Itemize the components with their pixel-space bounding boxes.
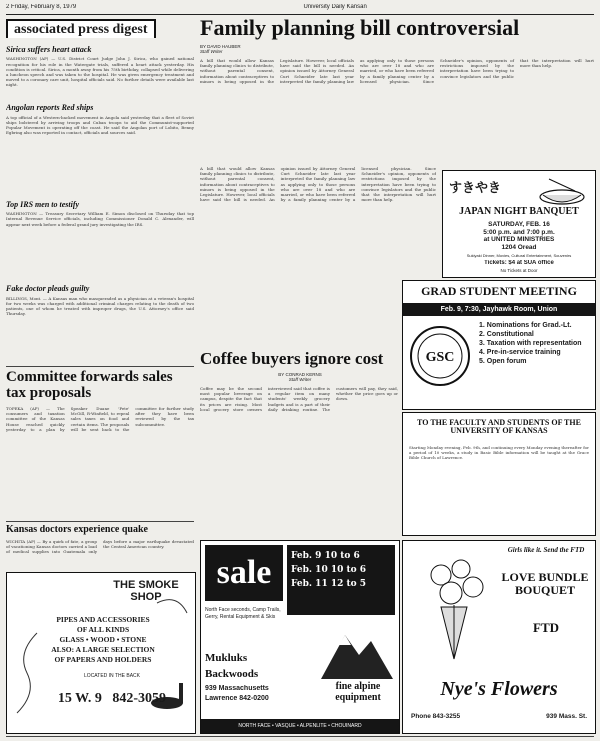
sale-date: Feb. 10 10 to 6: [291, 565, 367, 575]
grad-meeting-ad: [402, 280, 596, 410]
running-head-center: University Daily Kansan: [303, 4, 367, 10]
digest-headline: Angolan reports Red ships: [6, 103, 94, 113]
family-byline-name: BY DAVID HAUBER: [200, 44, 241, 49]
agenda-item: 5. Open forum: [479, 358, 527, 365]
agenda-item: 2. Constitutional: [479, 331, 534, 338]
family-byline: [200, 44, 280, 56]
kansas-doctors-headline: Kansas doctors experience quake: [6, 525, 148, 535]
bouquet-store: Nye's Flowers: [440, 679, 558, 700]
coffee-byline: [200, 372, 400, 384]
digest-body: A top official of a Western-backed movement in Angola said yesterday that a fleet of Soviet ships bolstered by arriving troops and Cuban troops to aid the Communist-supported Popular Movement is operating off the coast. He said the Angolan port of Lobito, Benny Egbring also was reported in contact, officials and sources said.: [6, 114, 194, 136]
divider: [6, 366, 194, 367]
sale-ad-stores: North Face seconds, Camp Trails, Gerry, Rental Equipment & Skis: [205, 607, 281, 620]
sale-ad-brand: fine alpine equipment: [335, 681, 381, 703]
digest-headline: Fake doctor pleads guilty: [6, 284, 90, 294]
japan-ad-title: JAPAN NIGHT BANQUET: [459, 207, 579, 217]
smoke-shop-ad: [6, 572, 196, 734]
committee-headline: Committee forwards sales tax proposals: [6, 370, 173, 401]
smoke-shop-line: ALSO: A LARGE SELECTION: [51, 645, 155, 654]
agenda-item: 1. Nominations for Grad.-Lt.: [479, 322, 572, 329]
digest-banner: associated press digest: [6, 19, 156, 38]
digest-headline: Top IRS men to testify: [6, 199, 80, 209]
japan-ad-price: Tickets: $4 at SUA office: [484, 260, 554, 266]
sale-ad: [200, 540, 400, 734]
grad-meeting-when: Feb. 9, 7:30, Jayhawk Room, Union: [403, 303, 595, 316]
smoke-shop-line: OF PAPERS AND HOLDERS: [54, 655, 152, 664]
committee-body: TOPEKA (AP) — The consumers and taxation committee of the Kansas House reached quickly yesterday to a plan by Speaker Duane 'Pete' McGill, R-Winfield, to repeal sales taxes on food and certain items. The proposals will be sent back to the committee for further study after they have been reviewed by the tax subcommittee.: [6, 406, 194, 432]
smoke-shop-lines: [33, 615, 173, 665]
smoke-shop-address: 15 W. 9: [57, 691, 102, 706]
smoke-shop-line: GLASS • WOOD • STONE: [59, 635, 147, 644]
running-head: [6, 4, 594, 15]
sale-date: Feb. 11 12 to 5: [291, 579, 367, 589]
japan-banquet-ad: [442, 170, 596, 278]
coffee-headline-wrap: [200, 350, 400, 370]
smoke-shop-phone: 842-3059: [112, 691, 167, 706]
bouquet-illustration: [411, 549, 497, 669]
japan-ad-note: No Tickets at Door: [500, 268, 538, 273]
sale-ad-addr3: Lawrence 842-0200: [205, 695, 269, 702]
japan-ad-details: [447, 221, 591, 251]
mountain-icon: [321, 621, 393, 681]
divider: [6, 521, 194, 522]
japan-ad-script: すきやき: [449, 181, 502, 196]
grad-meeting-agenda: [479, 321, 591, 366]
japan-ad-address: 1204 Oread: [501, 243, 537, 251]
japan-ad-detail: Sukiyaki Dinner, Movies, Cultural Entertainment, Souvenirs: [466, 253, 572, 258]
coffee-byline-role: Staff Writer: [288, 377, 312, 382]
smoke-shop-title: THE SMOKE SHOP: [113, 579, 179, 603]
faculty-notice-body: Starting Monday evening, Feb. 9th, and continuing every Monday evening thereafter for a period of 10 weeks, a study in Basic Bible information will be taught at the Grace Bible Church of Lawrence.: [409, 445, 589, 461]
gsc-seal-icon: [409, 325, 471, 387]
page-bottom-rule: [6, 736, 594, 737]
sale-date: Feb. 9 10 to 6: [291, 551, 360, 561]
sale-ad-addr1: Backwoods: [205, 669, 259, 680]
bouquet-addr: 939 Mass. St.: [546, 713, 587, 720]
faculty-notice-title: TO THE FACULTY AND STUDENTS OF THE UNIVERSITY OF KANSAS: [417, 419, 581, 436]
faculty-notice: [402, 412, 596, 536]
digest-body: WASHINGTON — Treasury Secretary William E. Simon disclosed on Thursday that top Internal Revenue Service officials, including Commissioner Donald C. Alexander, will appear next week before a federal grand jury investigating the IRS.: [6, 211, 194, 227]
family-byline-role: Staff Writer: [200, 49, 223, 54]
family-headline: Family planning bill controversial: [200, 16, 520, 40]
sale-ad-dates: [287, 545, 395, 615]
bouquet-title: LOVE BUNDLE BOUQUET: [501, 571, 589, 597]
bouquet-contact: [411, 713, 587, 720]
smoke-shop-line: PIPES AND ACCESSORIES: [56, 615, 150, 624]
family-body: A bill that would allow Kansas family planning clinics to distribute, without parental consent, information about contraceptives to minors is being opposed in the Legislature. However, local officials have said the bill is needed. An opinion issued by Attorney General Curt Schneider late last year interpreted the family planning law as applying only to those persons who are over 18 and who are married, or who have been referred by a family planning center by a licensed physician. Since Schneider's opinion, opponents of restrictions imposed by the interpretation have been trying to convince legislators and the public that the interpretation will hurt more than help.: [200, 58, 594, 84]
coffee-headline: Coffee buyers ignore cost: [200, 350, 384, 368]
grad-meeting-title: GRAD STUDENT MEETING: [421, 285, 577, 298]
digest-banner-wrap: [6, 18, 194, 38]
agenda-item: 4. Pre-in-service training: [479, 349, 561, 356]
coffee-byline-name: BY CONRAD KERNS: [278, 372, 322, 377]
kansas-doctors-headline-wrap: [6, 525, 196, 537]
family-headline-wrap: [200, 16, 594, 46]
smoke-shop-line: OF ALL KINDS: [76, 625, 130, 634]
gsc-seal-text: GSC: [425, 350, 455, 365]
agenda-item: 3. Taxation with representation: [479, 340, 582, 347]
bouquet-phone: Phone 843-3255: [411, 713, 461, 720]
sale-ad-addr2: 939 Massachusetts: [205, 685, 269, 692]
sale-ad-name: Mukluks: [205, 653, 248, 664]
kansas-doctors-body: WICHITA (AP) — By a quirk of fate, a group of vacationing Kansas doctors carried a load of medical supplies into Guatemala only days before a major earthquake devastated the Central American country.: [6, 539, 194, 555]
japan-ad-place: at UNITED MINISTRIES: [483, 236, 555, 243]
digest-column: [6, 46, 194, 364]
bouquet-ftd: FTD: [533, 621, 559, 635]
coffee-body: Coffee may be the second most popular beverage on campus, despite the fact that its prices are rising. Most local grocery store owners interviewed said that coffee is a regular item on many students' weekly grocery budgets and is a part of their daily drinking routine. The customers will pay, they said, whether the price goes up or down.: [200, 386, 398, 412]
bouquet-ad: [402, 540, 596, 734]
sukiyaki-pot-icon: [535, 175, 589, 209]
committee-headline-wrap: [6, 370, 194, 402]
smoke-shop-addr-label: LOCATED IN THE BACK: [84, 673, 140, 679]
running-head-left: 2 Friday, February 8, 1979: [6, 4, 77, 10]
bouquet-header: Girls like it. Send the FTD: [507, 547, 585, 554]
digest-headline: Sirica suffers heart attack: [6, 46, 92, 54]
family-body-continued: A bill that would allow Kansas family planning clinics to distribute, without parental consent, information about contraceptives to minors is being opposed in the Legislature. However, local officials have said the bill is needed. An opinion issued by Attorney General Curt Schneider late last year interpreted the family planning law as applying only to those persons who are over 18 and who are married, or who have been referred by a family planning center by a licensed physician. Since Schneider's opinion, opponents of restrictions imposed by the interpretation have been trying to convince legislators and the public that the interpretation will hurt more than help.: [200, 166, 436, 203]
digest-body: BILLINGS, Mont. — A Kansas man who masqueraded as a physician at a veteran's hospital for two weeks was charged with additional criminal charges relating to the death of two patients, one of whom he treated with improper drugs, the U.S. Attorney's office said Thursday.: [6, 295, 194, 317]
japan-ad-time: 5:00 p.m. and 7:00 p.m.: [483, 228, 555, 236]
digest-body: WASHINGTON (AP) — U.S. District Court Judge John J. Sirica, who gained national recognition for his role in the Watergate trials, suffered a heart attack yesterday. His condition is critical. Sirica, a month away from his 75th birthday, collapsed while delivering a luncheon speech and was taken to the hospital. He was given emergency treatment and moved to a coronary care unit, hospital officials said. No further details were available last night.: [6, 56, 194, 88]
smoke-shop-contact: [37, 691, 187, 707]
japan-ad-date: SATURDAY, FEB. 16: [488, 221, 550, 228]
sale-ad-title: sale: [205, 545, 283, 601]
sale-ad-footer: NORTH FACE • VASQUE • ALPENLITE • CHOUINARD: [201, 719, 399, 733]
